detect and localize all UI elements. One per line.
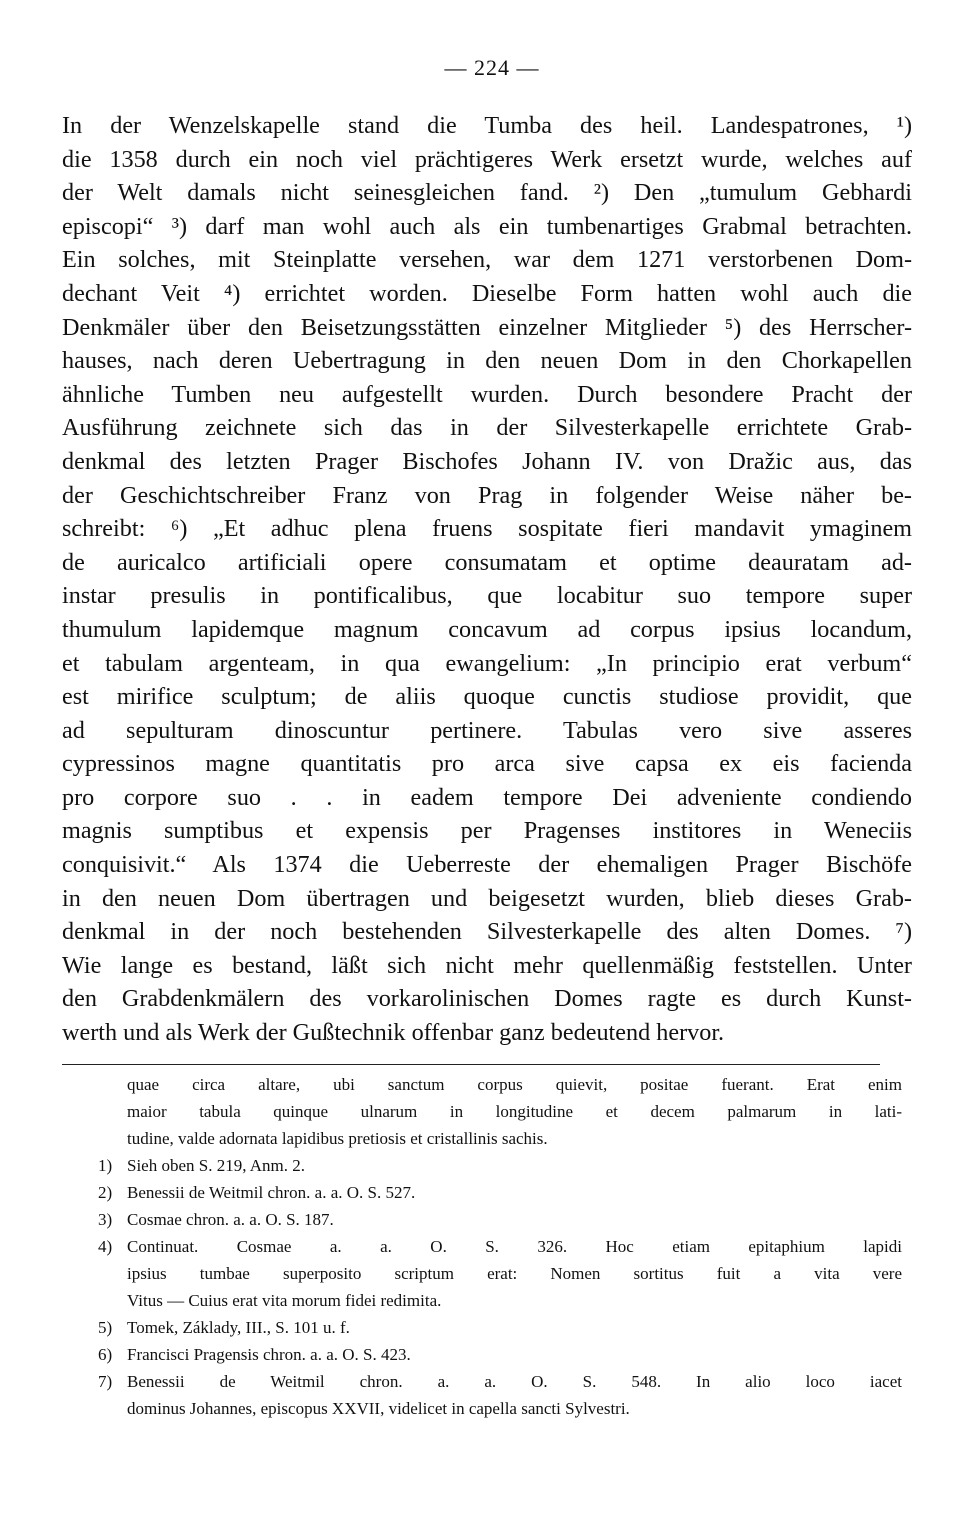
text-line: Wie lange es bestand, läßt sich nicht mehr quellenmäßig feststellen. Unter — [62, 951, 912, 979]
text-line: den Grabdenkmälern des vorkarolinischen Domes ragte es durch Kunst- — [62, 985, 912, 1013]
footnote-number: 2) — [98, 1182, 113, 1202]
text-line: denkmal in der noch bestehenden Silvesterkapelle des alten Domes. ⁷) — [62, 918, 912, 946]
footnotes — [62, 1071, 912, 1422]
text-line: in den neuen Dom übertragen und beigesetzt wurden, blieb dieses Grab- — [62, 884, 912, 912]
footnote-continuation — [62, 1071, 912, 1152]
text-line: cypressinos magne quantitatis pro arca sive capsa ex eis facienda — [62, 750, 912, 778]
footnote — [62, 1179, 912, 1206]
text-line: dechant Veit ⁴) errichtet worden. Dieselbe Form hatten wohl auch die — [62, 279, 912, 307]
text-line: conquisivit.“ Als 1374 die Ueberreste der ehemaligen Prager Bischöfe — [62, 851, 912, 879]
footnote-number: 6) — [98, 1344, 113, 1364]
text-line: de auricalco artificiali opere consumatam et optime deauratam ad- — [62, 548, 912, 576]
text-line: hauses, nach deren Uebertragung in den neuen Dom in den Chorkapellen — [62, 347, 912, 375]
text-line: et tabulam argenteam, in qua ewangelium: „In principio erat verbum“ — [62, 649, 912, 677]
text-line: Ausführung zeichnete sich das in der Silvesterkapelle errichtete Grab- — [62, 414, 912, 442]
footnote-line: Francisci Pragensis chron. a. a. O. S. 423. — [127, 1344, 411, 1364]
footnote-number: 7) — [98, 1371, 113, 1391]
footnote-line: Cosmae chron. a. a. O. S. 187. — [127, 1209, 334, 1229]
text-line: pro corpore suo . . in eadem tempore Dei adveniente condiendo — [62, 783, 912, 811]
footnote-number: 1) — [98, 1155, 113, 1175]
text-line: werth und als Werk der Gußtechnik offenbar ganz bedeutend hervor. — [62, 1019, 725, 1047]
footnote-line: maior tabula quinque ulnarum in longitudine et decem palmarum in lati- — [127, 1101, 902, 1121]
page-number: — 224 — — [444, 55, 540, 80]
text-line: est mirifice sculptum; de aliis quoque cunctis studiose providit, que — [62, 683, 912, 711]
footnote — [62, 1368, 912, 1422]
footnote-line: Continuat. Cosmae a. a. O. S. 326. Hoc etiam epitaphium lapidi — [127, 1236, 902, 1256]
footnote-number: 4) — [98, 1236, 113, 1256]
footnote-separator — [62, 1064, 880, 1065]
text-line: magnis sumptibus et expensis per Pragenses institores in Weneciis — [62, 817, 912, 845]
footnote-line: ipsius tumbae superposito scriptum erat: Nomen sortitus fuit a vita vere — [127, 1263, 902, 1283]
footnote-line: dominus Johannes, episcopus XXVII, videlicet in capella sancti Sylvestri. — [127, 1398, 630, 1418]
text-line: ad sepulturam dinoscuntur pertinere. Tabulas vero sive asseres — [62, 716, 912, 744]
text-line: In der Wenzelskapelle stand die Tumba des heil. Landespatrones, ¹) — [62, 112, 912, 139]
footnote — [62, 1233, 912, 1314]
text-line: denkmal des letzten Prager Bischofes Johann IV. von Dražic aus, das — [62, 447, 912, 475]
text-line: schreibt: ⁶) „Et adhuc plena fruens sospitate fieri mandavit ymaginem — [62, 515, 912, 543]
text-line: die 1358 durch ein noch viel prächtigeres Werk ersetzt wurde, welches auf — [62, 145, 912, 173]
footnote-line: tudine, valde adornata lapidibus pretiosis et cristallinis sachis. — [127, 1128, 548, 1148]
text-line: Denkmäler über den Beisetzungsstätten einzelner Mitglieder ⁵) des Herrscher- — [62, 313, 912, 341]
footnote-line: Vitus — Cuius erat vita morum fidei redimita. — [127, 1290, 442, 1310]
text-line: Ein solches, mit Steinplatte versehen, war dem 1271 verstorbenen Dom- — [62, 246, 912, 274]
text-line: episcopi“ ³) darf man wohl auch als ein tumbenartiges Grabmal betrachten. — [62, 212, 912, 240]
main-text — [62, 109, 912, 1050]
footnote-line: Benessii de Weitmil chron. a. a. O. S. 527. — [127, 1182, 416, 1202]
footnote-line: Benessii de Weitmil chron. a. a. O. S. 548. In alio loco iacet — [127, 1371, 902, 1391]
text-line: der Geschichtschreiber Franz von Prag in folgender Weise näher be- — [62, 481, 912, 509]
text-line: thumulum lapidemque magnum concavum ad corpus ipsius locandum, — [62, 615, 912, 643]
footnote-number: 5) — [98, 1317, 113, 1337]
footnote — [62, 1152, 912, 1179]
footnote — [62, 1314, 912, 1341]
text-line: instar presulis in pontificalibus, que locabitur suo tempore super — [62, 582, 912, 610]
text-line: der Welt damals nicht seinesgleichen fand. ²) Den „tumulum Gebhardi — [62, 179, 912, 207]
footnote-line: Tomek, Základy, III., S. 101 u. f. — [127, 1317, 350, 1337]
footnote — [62, 1206, 912, 1233]
footnote — [62, 1341, 912, 1368]
text-line: ähnliche Tumben neu aufgestellt wurden. Durch besondere Pracht der — [62, 380, 912, 408]
footnote-line: Sieh oben S. 219, Anm. 2. — [127, 1155, 306, 1175]
footnote-number: 3) — [98, 1209, 113, 1229]
footnote-line: quae circa altare, ubi sanctum corpus quievit, positae fuerant. Erat enim — [127, 1074, 902, 1094]
